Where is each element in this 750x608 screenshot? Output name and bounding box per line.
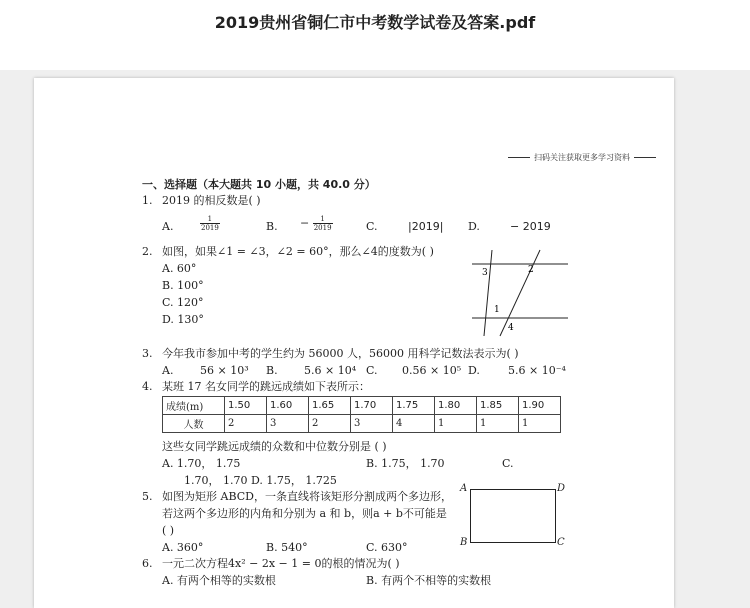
table-cell: 人数 bbox=[163, 415, 225, 433]
q5-stem-line2: 若这两个多边形的内角和分别为 a 和 b，则a + b不可能是 bbox=[162, 507, 447, 520]
q1-option-a: $\frac{1}{2019}$ bbox=[201, 215, 219, 232]
q1-option-a-label: A. bbox=[162, 220, 174, 233]
q4-follow-text: 这些女同学跳远成绩的众数和中位数分别是 ( ) bbox=[162, 440, 387, 453]
header-dash-left bbox=[508, 157, 530, 158]
table-cell: 1.75 bbox=[393, 397, 435, 415]
q2-option-d: D. 130° bbox=[162, 313, 204, 326]
q6-number: 6. bbox=[142, 557, 153, 570]
table-row bbox=[163, 397, 561, 415]
q5-label-a: A bbox=[460, 483, 468, 494]
section-heading: 一、选择题（本大题共 10 小题，共 40.0 分） bbox=[142, 178, 376, 191]
q5-label-b: B bbox=[460, 537, 468, 548]
q3-option-b-label: B. bbox=[266, 364, 278, 377]
q4-number: 4. bbox=[142, 380, 153, 393]
header-dash-right bbox=[634, 157, 656, 158]
q1-number: 1. bbox=[142, 194, 153, 207]
q5-rectangle-figure bbox=[470, 489, 556, 543]
q4-option-b: B. 1.75， 1.70 bbox=[366, 457, 445, 470]
q3-option-d-label: D. bbox=[468, 364, 480, 377]
table-cell: 1.90 bbox=[519, 397, 561, 415]
q5-label-d: D bbox=[557, 483, 566, 494]
table-cell: 1 bbox=[477, 415, 519, 433]
q1-option-c-label: C. bbox=[366, 220, 378, 233]
table-cell: 1.65 bbox=[309, 397, 351, 415]
q1-option-b-label: B. bbox=[266, 220, 278, 233]
header-note-text: 扫码关注获取更多学习资料 bbox=[534, 153, 630, 162]
svg-text:4: 4 bbox=[508, 323, 514, 333]
table-cell: 1 bbox=[435, 415, 477, 433]
q2-stem: 如图，如果∠1 = ∠3，∠2 = 60°，那么∠4的度数为( ) bbox=[162, 245, 434, 258]
q4-score-table bbox=[162, 396, 561, 433]
table-cell: 2 bbox=[225, 415, 267, 433]
q5-number: 5. bbox=[142, 490, 153, 503]
q3-option-a: 56 × 10³ bbox=[200, 364, 249, 377]
q1-option-d: − 2019 bbox=[510, 220, 551, 233]
q4-stem: 某班 17 名女同学的跳远成绩如下表所示： bbox=[162, 380, 370, 393]
q5-option-c: C. 630° bbox=[366, 541, 408, 554]
q3-option-c: 0.56 × 10⁵ bbox=[402, 364, 462, 377]
svg-text:2: 2 bbox=[528, 265, 534, 275]
table-row bbox=[163, 415, 561, 433]
q1-option-b: − $\frac{1}{2019}$ bbox=[300, 215, 332, 232]
q5-stem-line1: 如图为矩形 ABCD，一条直线将该矩形分割成两个多边形， bbox=[162, 490, 452, 503]
table-cell: 成绩(m) bbox=[163, 397, 225, 415]
header-note bbox=[508, 152, 656, 163]
q5-paren: ( ) bbox=[162, 524, 175, 537]
table-cell: 1.70 bbox=[351, 397, 393, 415]
q6-option-b: B. 有两个不相等的实数根 bbox=[366, 574, 492, 587]
q1-option-d-label: D. bbox=[468, 220, 480, 233]
q2-number: 2. bbox=[142, 245, 153, 258]
q6-stem: 一元二次方程4x² − 2x − 1 = 0的根的情况为( ) bbox=[162, 557, 400, 570]
table-cell: 2 bbox=[309, 415, 351, 433]
table-cell: 1.85 bbox=[477, 397, 519, 415]
table-cell: 1 bbox=[519, 415, 561, 433]
q4-option-a: A. 1.70， 1.75 bbox=[162, 457, 241, 470]
q3-option-c-label: C. bbox=[366, 364, 378, 377]
q2-parallel-lines-figure bbox=[472, 248, 572, 338]
q2-option-c: C. 120° bbox=[162, 296, 204, 309]
table-cell: 3 bbox=[351, 415, 393, 433]
q1-option-c: |2019| bbox=[408, 220, 444, 233]
q2-option-b: B. 100° bbox=[162, 279, 204, 292]
q5-label-c: C bbox=[557, 537, 565, 548]
q4-option-c-d: 1.70， 1.70 D. 1.75， 1.725 bbox=[184, 474, 337, 487]
q1-stem: 2019 的相反数是( ) bbox=[162, 194, 261, 207]
pdf-page bbox=[34, 78, 674, 608]
q3-option-d: 5.6 × 10⁻⁴ bbox=[508, 364, 566, 377]
q3-option-b: 5.6 × 10⁴ bbox=[304, 364, 357, 377]
svg-text:3: 3 bbox=[482, 268, 488, 278]
table-cell: 3 bbox=[267, 415, 309, 433]
table-cell: 1.80 bbox=[435, 397, 477, 415]
table-cell: 1.50 bbox=[225, 397, 267, 415]
q6-option-a: A. 有两个相等的实数根 bbox=[162, 574, 276, 587]
svg-text:1: 1 bbox=[494, 305, 500, 315]
table-cell: 4 bbox=[393, 415, 435, 433]
q3-number: 3. bbox=[142, 347, 153, 360]
q3-stem: 今年我市参加中考的学生约为 56000 人，56000 用科学记数法表示为( ) bbox=[162, 347, 519, 360]
document-title: 2019贵州省铜仁市中考数学试卷及答案.pdf bbox=[214, 13, 536, 32]
q4-option-c-label: C. bbox=[502, 457, 514, 470]
title-bar bbox=[0, 0, 750, 70]
q3-option-a-label: A. bbox=[162, 364, 174, 377]
q5-option-b: B. 540° bbox=[266, 541, 308, 554]
table-cell: 1.60 bbox=[267, 397, 309, 415]
q5-option-a: A. 360° bbox=[162, 541, 204, 554]
q2-option-a: A. 60° bbox=[162, 262, 197, 275]
